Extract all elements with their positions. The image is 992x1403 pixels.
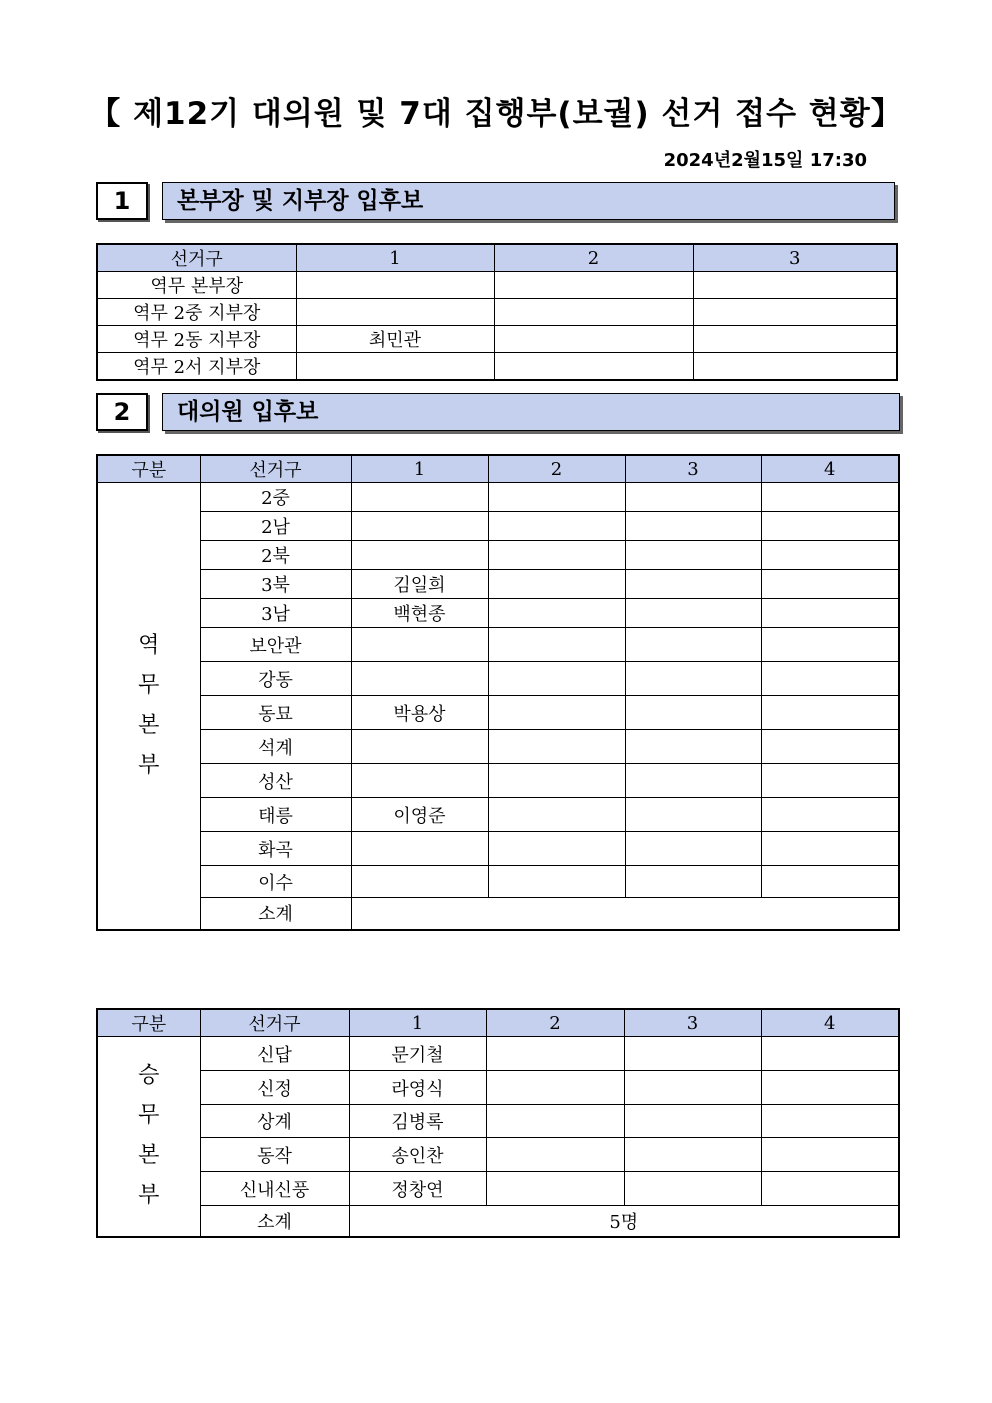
group-label-char: 본 [138, 1143, 160, 1169]
subtotal-value [351, 898, 899, 930]
candidate-cell [488, 512, 625, 541]
district-cell: 강동 [200, 662, 351, 696]
district-cell: 역무 2동 지부장 [97, 326, 296, 353]
candidate-cell [625, 570, 761, 599]
candidate-cell [761, 1037, 899, 1071]
subtotal-label: 소계 [200, 1206, 349, 1237]
candidate-cell [624, 1037, 761, 1071]
candidate-cell [761, 1172, 899, 1206]
district-cell: 신답 [200, 1037, 349, 1071]
candidate-cell [693, 299, 897, 326]
table-header-cell: 3 [625, 455, 761, 483]
candidate-cell: 문기철 [349, 1037, 486, 1071]
candidate-cell [488, 764, 625, 798]
table-row [97, 1138, 899, 1172]
table-header-cell: 2 [494, 244, 693, 272]
table-row [97, 798, 899, 832]
candidate-cell: 송인찬 [349, 1138, 486, 1172]
table-header-cell: 3 [693, 244, 897, 272]
section-1-title: 본부장 및 지부장 입후보 [162, 182, 895, 220]
table-row [97, 866, 899, 898]
candidate-cell: 정창연 [349, 1172, 486, 1206]
candidate-cell [494, 326, 693, 353]
table-row [97, 483, 899, 512]
candidate-cell [625, 662, 761, 696]
candidate-cell [693, 353, 897, 381]
group-label-char: 역 [138, 632, 160, 658]
district-cell: 역무 본부장 [97, 272, 296, 299]
district-cell: 이수 [200, 866, 351, 898]
candidate-cell [486, 1172, 624, 1206]
district-cell: 2북 [200, 541, 351, 570]
page-title: 【 제12기 대의원 및 7대 집행부(보궐) 선거 접수 현황】 [89, 96, 903, 132]
candidate-cell [625, 628, 761, 662]
candidate-cell: 김병록 [349, 1105, 486, 1138]
table-header-cell: 2 [486, 1009, 624, 1037]
candidate-cell: 최민관 [296, 326, 494, 353]
candidate-cell [625, 541, 761, 570]
candidate-cell: 이영준 [351, 798, 488, 832]
candidate-cell [761, 541, 899, 570]
district-cell: 신정 [200, 1071, 349, 1105]
candidate-cell [761, 512, 899, 541]
candidate-cell [488, 832, 625, 866]
subtotal-row [97, 898, 899, 930]
district-cell: 신내신풍 [200, 1172, 349, 1206]
candidate-cell [761, 730, 899, 764]
candidate-cell [351, 662, 488, 696]
table-header-cell: 4 [761, 455, 899, 483]
district-cell: 동작 [200, 1138, 349, 1172]
table-header-cell: 선거구 [200, 1009, 349, 1037]
candidate-cell [488, 541, 625, 570]
candidate-cell [761, 483, 899, 512]
table-row [97, 272, 897, 299]
table-row [97, 299, 897, 326]
table-row [97, 1172, 899, 1206]
group-label-char: 본 [138, 712, 160, 738]
table-header-cell: 선거구 [200, 455, 351, 483]
candidate-cell [624, 1105, 761, 1138]
candidate-cell [488, 599, 625, 628]
table-header-cell: 1 [349, 1009, 486, 1037]
candidate-cell: 박용상 [351, 696, 488, 730]
candidate-cell [486, 1105, 624, 1138]
candidate-cell [625, 764, 761, 798]
candidate-cell [625, 483, 761, 512]
district-cell: 2중 [200, 483, 351, 512]
subtotal-row [97, 1206, 899, 1237]
table-header-cell: 구분 [97, 1009, 200, 1037]
table-row [97, 599, 899, 628]
district-cell: 역무 2중 지부장 [97, 299, 296, 326]
table-row [97, 570, 899, 599]
table-row [97, 1105, 899, 1138]
candidate-cell [625, 696, 761, 730]
district-cell: 3남 [200, 599, 351, 628]
candidate-cell [625, 730, 761, 764]
candidate-cell [351, 764, 488, 798]
table-header-cell: 4 [761, 1009, 899, 1037]
table-row [97, 764, 899, 798]
candidate-cell [486, 1071, 624, 1105]
candidate-cell [488, 662, 625, 696]
district-cell: 석계 [200, 730, 351, 764]
table-row [97, 628, 899, 662]
district-cell: 3북 [200, 570, 351, 599]
candidate-cell: 라영식 [349, 1071, 486, 1105]
group-label-seungmu [97, 1037, 200, 1237]
report-timestamp: 2024년2월15일 17:30 [663, 150, 867, 171]
district-cell: 성산 [200, 764, 351, 798]
table-header-cell: 3 [624, 1009, 761, 1037]
section-1-table [96, 243, 898, 381]
candidate-cell [488, 866, 625, 898]
candidate-cell [624, 1138, 761, 1172]
candidate-cell [761, 764, 899, 798]
candidate-cell [351, 483, 488, 512]
group-label-char: 부 [138, 1183, 160, 1209]
candidate-cell [761, 1071, 899, 1105]
candidate-cell [488, 570, 625, 599]
section-3-table [96, 1008, 900, 1238]
district-cell: 상계 [200, 1105, 349, 1138]
table-row [97, 1071, 899, 1105]
candidate-cell [488, 798, 625, 832]
section-2-table [96, 454, 900, 931]
candidate-cell [761, 696, 899, 730]
table-header-cell: 2 [488, 455, 625, 483]
group-label-char: 승 [138, 1063, 160, 1089]
district-cell: 역무 2서 지부장 [97, 353, 296, 381]
table-row [97, 662, 899, 696]
candidate-cell [625, 512, 761, 541]
candidate-cell [486, 1138, 624, 1172]
section-1-number: 1 [96, 182, 148, 220]
district-cell: 2남 [200, 512, 351, 541]
candidate-cell [494, 353, 693, 381]
candidate-cell [761, 832, 899, 866]
candidate-cell [488, 696, 625, 730]
district-cell: 화곡 [200, 832, 351, 866]
candidate-cell [625, 599, 761, 628]
candidate-cell [761, 798, 899, 832]
candidate-cell [494, 299, 693, 326]
district-cell: 보안관 [200, 628, 351, 662]
candidate-cell [761, 1138, 899, 1172]
candidate-cell [761, 662, 899, 696]
candidate-cell [625, 798, 761, 832]
candidate-cell [488, 628, 625, 662]
table-row [97, 730, 899, 764]
table-row [97, 512, 899, 541]
candidate-cell [351, 628, 488, 662]
candidate-cell [761, 866, 899, 898]
table-header-cell: 1 [351, 455, 488, 483]
candidate-cell [488, 730, 625, 764]
table-row [97, 326, 897, 353]
candidate-cell [625, 866, 761, 898]
section-2-number: 2 [96, 393, 148, 431]
table-header-cell: 선거구 [97, 244, 296, 272]
group-label-char: 부 [138, 752, 160, 778]
candidate-cell [693, 272, 897, 299]
candidate-cell [494, 272, 693, 299]
candidate-cell [625, 832, 761, 866]
group-label-char: 무 [138, 672, 160, 698]
table-header-cell: 1 [296, 244, 494, 272]
candidate-cell [351, 730, 488, 764]
candidate-cell [296, 353, 494, 381]
candidate-cell [296, 299, 494, 326]
candidate-cell [693, 326, 897, 353]
candidate-cell: 백현종 [351, 599, 488, 628]
candidate-cell [488, 483, 625, 512]
candidate-cell [351, 512, 488, 541]
candidate-cell [761, 570, 899, 599]
group-label-char: 무 [138, 1103, 160, 1129]
candidate-cell: 김일희 [351, 570, 488, 599]
candidate-cell [761, 1105, 899, 1138]
candidate-cell [351, 541, 488, 570]
candidate-cell [761, 628, 899, 662]
candidate-cell [624, 1172, 761, 1206]
district-cell: 동묘 [200, 696, 351, 730]
candidate-cell [624, 1071, 761, 1105]
section-2-title: 대의원 입후보 [162, 393, 900, 431]
table-row [97, 696, 899, 730]
subtotal-value: 5명 [349, 1206, 899, 1237]
candidate-cell [296, 272, 494, 299]
table-row [97, 1037, 899, 1071]
group-label-yeokmu [97, 483, 200, 930]
candidate-cell [351, 866, 488, 898]
candidate-cell [486, 1037, 624, 1071]
candidate-cell [761, 599, 899, 628]
table-header-cell: 구분 [97, 455, 200, 483]
candidate-cell [351, 832, 488, 866]
table-row [97, 353, 897, 381]
table-row [97, 541, 899, 570]
table-row [97, 832, 899, 866]
subtotal-label: 소계 [200, 898, 351, 930]
district-cell: 태릉 [200, 798, 351, 832]
